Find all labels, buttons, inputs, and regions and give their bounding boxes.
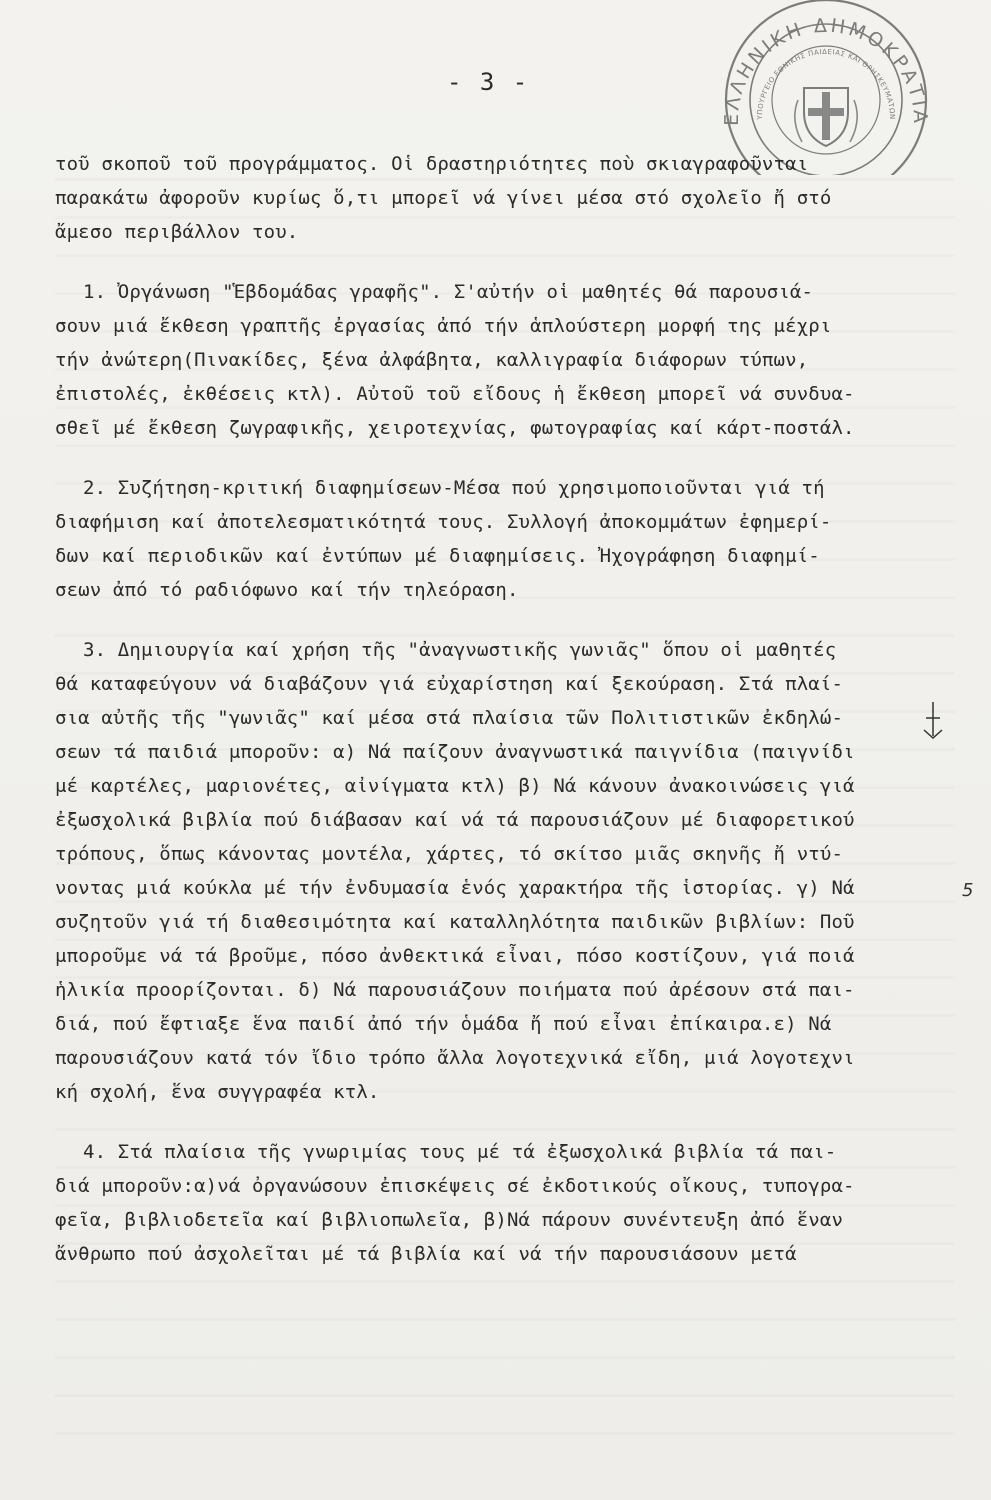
text-line: δων καί περιοδικῶν καί ἐντύπων μέ διαφημίσεις. Ἠχογράφηση διαφημί- [55, 545, 820, 567]
paragraph [55, 1135, 960, 1271]
text-line: σεων ἀπό τό ραδιόφωνο καί τήν τηλεόραση. [55, 579, 519, 601]
text-line: 1. Ὀργάνωση "Ἑβδομάδας γραφῆς". Σ'αὐτήν οἱ μαθητές θά παρουσιά- [83, 281, 814, 303]
text-line: τήν ἀνώτερη(Πινακίδες, ξένα ἀλφάβητα, καλλιγραφία διάφορων τύπων, [55, 349, 809, 371]
coat-of-arms-icon [795, 88, 857, 146]
stamp-outer-text: ΕΛΛΗΝΙΚΗ ΔΗΜΟΚΡΑΤΙΑ [720, 14, 932, 127]
text-line: 4. Στά πλαίσια τῆς γνωριμίας τους μέ τά ἐξωσχολικά βιβλία τά παι- [83, 1141, 837, 1163]
text-line: νοντας μιά κούκλα μέ τήν ἐνδυμασία ἑνός χαρακτήρα τῆς ἱστορίας. γ) Νά [55, 877, 855, 899]
text-line: μποροῦμε νά τά βροῦμε, πόσο ἀνθεκτικά εἶναι, πόσο κοστίζουν, γιά ποιά [55, 945, 855, 967]
text-line: παρουσιάζουν κατά τόν ἴδιο τρόπο ἄλλα λογοτεχνικά εἴδη, μιά λογοτεχνι [55, 1047, 855, 1069]
text-line: ἐπιστολές, ἐκθέσεις κτλ). Αὐτοῦ τοῦ εἴδους ἡ ἔκθεση μπορεῖ νά συνδυα- [55, 383, 855, 405]
text-line: μέ καρτέλες, μαριονέτες, αἰνίγματα κτλ) β) Νά κάνουν ἀνακοινώσεις γιά [55, 775, 855, 797]
text-line: διά μποροῦν:α)νά ὀργανώσουν ἐπισκέψεις σέ ἐκδοτικούς οἴκους, τυπογρα- [55, 1175, 855, 1197]
handwritten-arrow-icon [920, 700, 946, 740]
text-line: συζητοῦν γιά τή διαθεσιμότητα καί καταλληλότητα παιδικῶν βιβλίων: Ποῦ [55, 911, 855, 933]
paragraph [55, 633, 960, 1109]
page-number: - 3 - [447, 68, 530, 96]
text-line: φεῖα, βιβλιοδετεῖα καί βιβλιοπωλεῖα, β)Νά πάρουν συνέντευξη ἀπό ἕναν [55, 1209, 844, 1231]
text-line: 2. Συζήτηση-κριτική διαφημίσεων-Μέσα πού χρησιμοποιοῦνται γιά τή [83, 477, 825, 499]
text-line: θά καταφεύγουν νά διαβάζουν γιά εὐχαρίστηση καί ξεκούραση. Στά πλαί- [55, 673, 844, 695]
text-line: διά, πού ἔφτιαξε ἕνα παιδί ἀπό τήν ὁμάδα ἤ πού εἶναι ἐπίκαιρα.ε) Νά [55, 1013, 832, 1035]
text-line: σθεῖ μέ ἔκθεση ζωγραφικῆς, χειροτεχνίας, φωτογραφίας καί κάρτ-ποστάλ. [55, 417, 855, 439]
text-line: σια αὐτῆς τῆς "γωνιᾶς" καί μέσα στά πλαίσια τῶν Πολιτιστικῶν ἐκδηλώ- [55, 707, 844, 729]
paragraph [55, 471, 960, 607]
text-line: ἄμεσο περιβάλλον του. [55, 221, 299, 243]
text-line: σουν μιά ἔκθεση γραπτῆς ἐργασίας ἀπό τήν ἁπλούστερη μορφή της μέχρι [55, 315, 832, 337]
stamp-inner-text: ΥΠΟΥΡΓΕΙΟ ΕΘΝΙΚΗΣ ΠΑΙΔΕΙΑΣ ΚΑΙ ΘΡΗΣΚΕΥΜΑΤΩΝ [755, 47, 897, 120]
text-line: τοῦ σκοποῦ τοῦ προγράμματος. Οἱ δραστηριότητες ποὺ σκιαγραφοῦνται [55, 153, 809, 175]
text-line: ἐξωσχολικά βιβλία πού διάβασαν καί νά τά παρουσιάζουν μέ διαφορετικού [55, 809, 855, 831]
text-line: ἄνθρωπο πού ἀσχολεῖται μέ τά βιβλία καί νά τήν παρουσιάσουν μετά [55, 1243, 797, 1265]
text-line: παρακάτω ἀφοροῦν κυρίως ὅ,τι μπορεῖ νά γίνει μέσα στό σχολεῖο ἤ στό [55, 187, 832, 209]
text-line: 3. Δημιουργία καί χρήση τῆς "ἀναγνωστικῆς γωνιᾶς" ὅπου οἱ μαθητές [83, 639, 837, 661]
text-line: διαφήμιση καί ἀποτελεσματικότητά τους. Συλλογή ἀποκομμάτων ἐφημερί- [55, 511, 832, 533]
paragraph [55, 147, 960, 249]
text-line: σεων τά παιδιά μποροῦν: α) Νά παίζουν ἀναγνωστικά παιγνίδια (παιγνίδι [55, 741, 855, 763]
body-text [55, 147, 960, 1297]
text-line: κή σχολή, ἕνα συγγραφέα κτλ. [55, 1081, 380, 1103]
paragraph [55, 275, 960, 445]
margin-mark: 5 [962, 880, 974, 901]
text-line: ἡλικία προορίζονται. δ) Νά παρουσιάζουν ποιήματα πού ἀρέσουν στά παι- [55, 979, 855, 1001]
text-line: τρόπους, ὅπως κάνοντας μοντέλα, χάρτες, τό σκίτσο μιᾶς σκηνῆς ἤ ντύ- [55, 843, 844, 865]
